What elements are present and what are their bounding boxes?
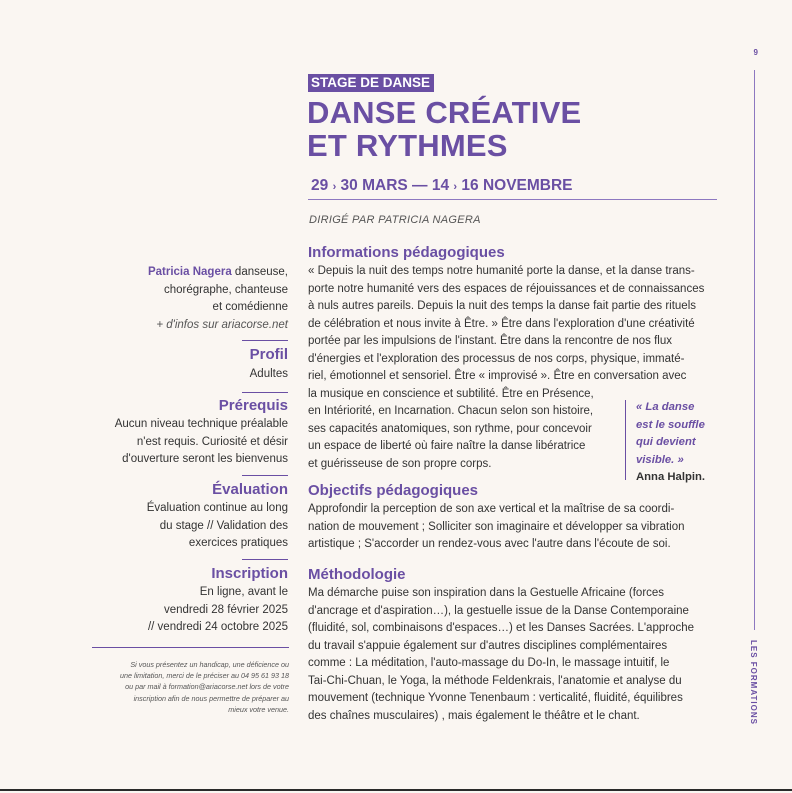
methodo-line: comme : La méditation, l'auto-massage du Do-In, le massage intuitif, le [308,657,670,669]
date-2-start: 14 [431,177,450,194]
methodo-line: Ma démarche puise son inspiration dans la Gestuelle Africaine (forces [308,587,665,599]
methodo-line: mouvement (technique Yvonne Tenenbaum : verticalité, fluidité, équilibres [308,692,683,704]
bio-line: et comédienne [212,301,288,313]
page-number: 9 [753,48,758,57]
section-label: LES FORMATIONS [749,640,758,725]
methodo-text [308,585,717,725]
accessibility-notice [92,659,289,715]
info-line: d'énergies et l'exploration des processus de nos corps, physique, immaté- [308,352,685,365]
quote-line: visible. » [636,453,684,466]
info-line: « Depuis la nuit des temps notre humanité porte la danse, et la danse trans- [308,265,695,277]
pull-quote [636,399,721,487]
bottom-divider [0,789,792,791]
objectifs-line: Approfondir la perception de son axe vertical et la maîtrise de sa coordi- [308,503,675,515]
profil-text: Adultes [249,368,288,380]
stage-tag: STAGE DE DANSE [308,74,434,92]
margin-rule [754,70,755,630]
prerequis-title: Prérequis [218,397,288,414]
sidebar-rule [242,392,288,393]
header-rule [308,199,717,200]
methodo-line: d'ancrage et d'aspiration…), la gestuelle issue de la Danse Contemporaine [308,604,689,617]
info-line: portée par les impulsions de l'instant. Être dans la rencontre de nos flux [308,335,673,347]
evaluation-line: exercices pratiques [188,537,288,549]
bio [78,264,288,334]
bio-name: Patricia Nagera [147,266,232,278]
quote-line: est le souffle [636,418,705,431]
info-line: un espace de liberté où faire naître la danse libératrice [308,440,586,452]
notice-rule [92,647,289,648]
notice-line: ou par mail à formation@ariacorse.net lors de votre [125,682,289,692]
info-line: porte notre humanité vers des espaces de réjouissances et de connaissances [308,282,705,295]
info-line: de célébration et nous invite à Être. » Être dans l'exploration d'une créativité [308,317,695,330]
profil-title: Profil [249,346,288,363]
info-line: la musique en conscience et subtilité. Être en Présence, [308,387,594,400]
prerequis-text [115,416,288,469]
chevron-right-icon: › [453,181,458,193]
inscription-title: Inscription [211,565,288,582]
bio-line: chorégraphe, chanteuse [163,283,288,296]
inscription-text [148,584,288,637]
info-line: et guérisseuse de son propre corps. [308,457,492,470]
evaluation-text [147,500,288,553]
objectifs-title: Objectifs pédagogiques [308,482,479,499]
objectifs-text [308,501,717,554]
notice-line: mieux votre venue. [228,704,289,714]
quote-rule [625,400,626,480]
methodo-line: des chaînes musculaires) , mais également le théâtre et le chant. [308,709,640,722]
info-line: en Intériorité, en Incarnation. Chacun selon son histoire, [308,405,594,417]
methodo-line: du travail s'appuie également sur d'autres disciplines complémentaires [308,639,668,652]
sidebar-rule [242,475,288,476]
evaluation-title: Évaluation [212,481,288,498]
date-1-end: 30 MARS [340,177,408,194]
quote-line: « La danse [636,401,695,413]
inscription-line: // vendredi 24 octobre 2025 [147,621,288,633]
info-line: riel, émotionnel et sensoriel. Être « improvisé ». Être en conversation avec [308,370,687,382]
date-1-start: 29 [311,177,329,194]
title-line-1: DANSE CRÉATIVE [307,95,582,130]
chevron-right-icon: › [332,181,337,193]
title-line-2: ET RYTHMES [307,128,508,163]
bio-line: danseuse, [234,266,288,278]
notice-line: une limitation, merci de le préciser au 04 95 61 93 18 [119,671,289,681]
date-2-end: 16 NOVEMBRE [461,177,573,194]
inscription-line: En ligne, avant le [199,586,288,598]
sidebar-rule [242,559,288,560]
quote-author: Anna Halpin. [636,471,706,483]
objectifs-line: artistique ; S'accorder un rendez-vous avec l'autre dans l'écoute de soi. [308,538,671,550]
director: DIRIGÉ PAR PATRICIA NAGERA [309,214,481,226]
prerequis-line: n'est requis. Curiosité et désir [136,435,288,448]
dates [311,177,573,195]
date-separator: — [412,177,428,194]
inscription-line: vendredi 28 février 2025 [163,603,288,616]
more-info-link[interactable]: + d'infos sur ariacorse.net [156,318,288,331]
methodo-title: Méthodologie [308,566,406,583]
prerequis-line: d'ouverture seront les bienvenus [122,453,288,465]
info-line: ses capacités anatomiques, son rythme, pour concevoir [308,422,592,435]
info-line: à nuls autres pareils. Depuis la nuit des temps la danse fait partie des rituels [308,300,697,312]
prerequis-line: Aucun niveau technique préalable [114,418,288,430]
info-title: Informations pédagogiques [308,244,505,261]
objectifs-line: nation de mouvement ; Solliciter son imaginaire et développer sa vibration [308,520,685,533]
notice-line: Si vous présentez un handicap, une déficience ou [130,660,289,669]
quote-line: qui devient [636,436,696,448]
page-title [307,96,581,162]
evaluation-line: du stage // Validation des [159,519,288,532]
evaluation-line: Évaluation continue au long [146,502,288,514]
methodo-line: (fluidité, sol, combinaisons d'espaces…) et les Danses Sacrées. L'approche [308,622,695,634]
notice-line: inscription afin de nous permettre de préparer au [133,693,289,703]
sidebar-rule [242,340,288,341]
methodo-line: Tai-Chi-Chuan, le Yoga, la méthode Feldenkrais, l'anatomie et analyse du [308,674,682,687]
